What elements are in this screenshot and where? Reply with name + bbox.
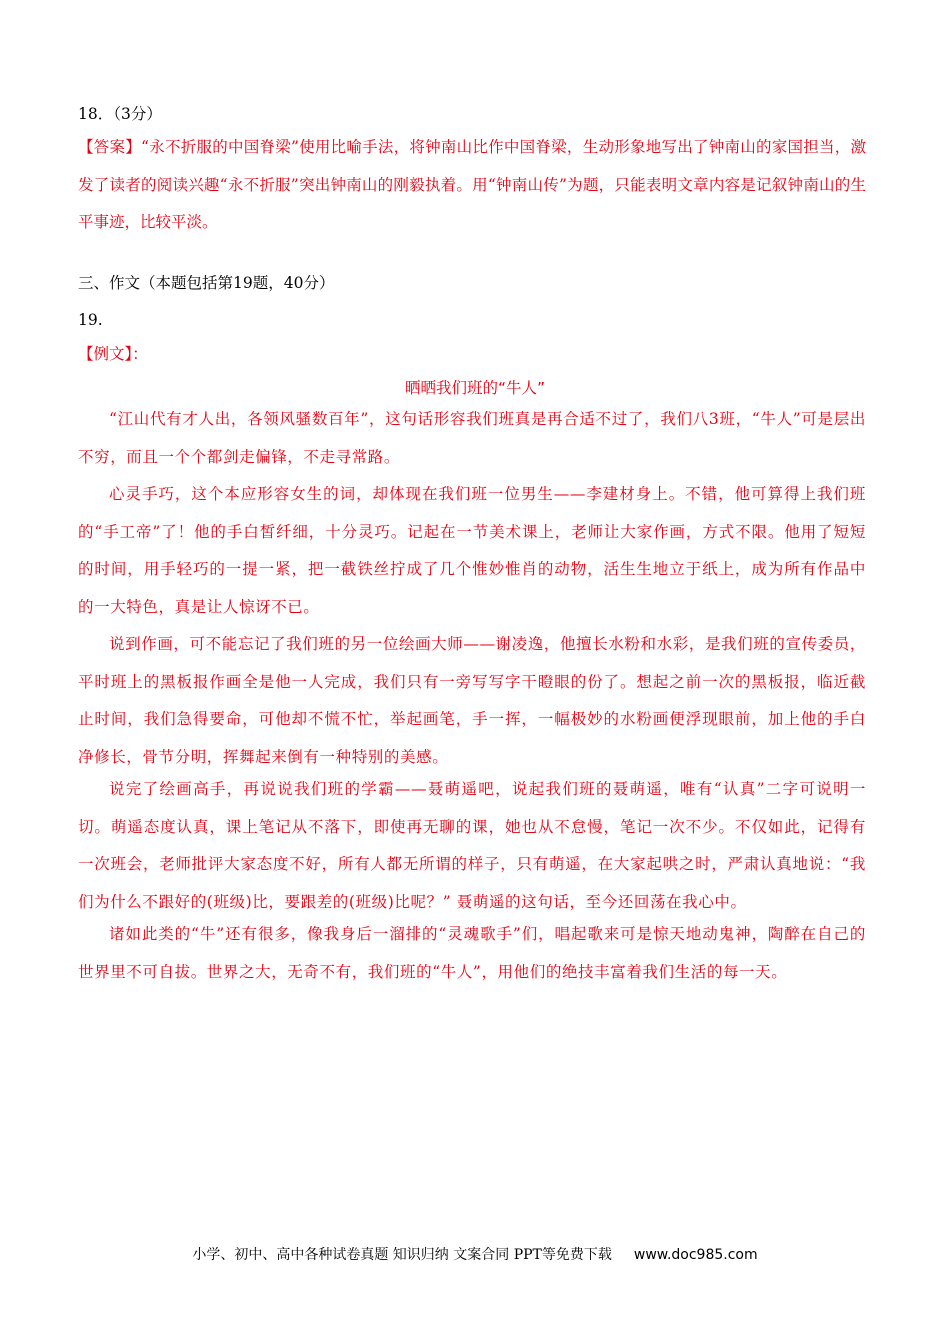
essay-paragraph-5: 诸如此类的“牛”还有很多，像我身后一溜排的“灵魂歌手”们，唱起歌来可是惊天地动鬼神，陶醉在自己的世界里不可自拔。世界之大，无奇不有，我们班的“牛人”，用他们的绝技丰富着我们生活的每一天。 [78,925,866,981]
question-19-number: 19. [78,311,103,329]
page-footer [0,1246,950,1264]
section-3-heading: 三、作文（本题包括第19题，40分） [78,274,335,292]
footer-text: 小学、初中、高中各种试卷真题 知识归纳 文案合同 PPT等免费下载 [192,1247,612,1263]
essay-paragraph-3: 说到作画，可不能忘记了我们班的另一位绘画大师——谢凌逸，他擅长水粉和水彩，是我们班的宣传委员，平时班上的黑板报作画全是他一人完成，我们只有一旁写写字干瞪眼的份了。想起之前一次的黑板报，临近截止时间，我们急得要命，可他却不慌不忙，举起画笔，手一挥，一幅极妙的水粉画便浮现眼前，加上他的手白净修长，骨节分明，挥舞起来倒有一种特别的美感。 [78,635,866,766]
example-essay-tag: 【例文】： [78,345,148,363]
answer-tag: 【答案】 [78,138,142,156]
essay-paragraph-1: “江山代有才人出，各领风骚数百年”，这句话形容我们班真是再合适不过了，我们八3班，“牛人”可是层出不穷，而且一个个都剑走偏锋，不走寻常路。 [78,410,866,466]
essay-paragraph-2: 心灵手巧，这个本应形容女生的词，却体现在我们班一位男生——李建材身上。不错，他可算得上我们班的“手工帝”了！他的手白皙纤细，十分灵巧。记起在一节美术课上，老师让大家作画，方式不限。他用了短短的时间，用手轻巧的一提一紧，把一截铁丝拧成了几个惟妙惟肖的动物，活生生地立于纸上，成为所有作品中的一大特色，真是让人惊讶不已。 [78,485,866,616]
essay-paragraph-4: 说完了绘画高手，再说说我们班的学霸——聂萌遥吧，说起我们班的聂萌遥，唯有“认真”二字可说明一切。萌遥态度认真，课上笔记从不落下，即使再无聊的课，她也从不怠慢，笔记一次不少。不仅如此，记得有一次班会，老师批评大家态度不好，所有人都无所谓的样子，只有萌遥，在大家起哄之时，严肃认真地说：“我们为什么不跟好的(班级)比，要跟差的(班级)比呢？” 聂萌遥的这句话，至今还回荡在我心中。 [78,780,866,911]
question-18-number: 18．（3分） [78,105,162,123]
essay-title: 晒晒我们班的“牛人” [404,379,546,397]
answer-text: “永不折服的中国脊梁”使用比喻手法，将钟南山比作中国脊梁，生动形象地写出了钟南山的家国担当，激发了读者的阅读兴趣“永不折服”突出钟南山的刚毅执着。用“钟南山传”为题，只能表明文章内容是记叙钟南山的生平事迹，比较平淡。 [78,138,866,231]
question-18-answer [78,129,866,242]
footer-site-link[interactable]: www.doc985.com [633,1247,758,1263]
